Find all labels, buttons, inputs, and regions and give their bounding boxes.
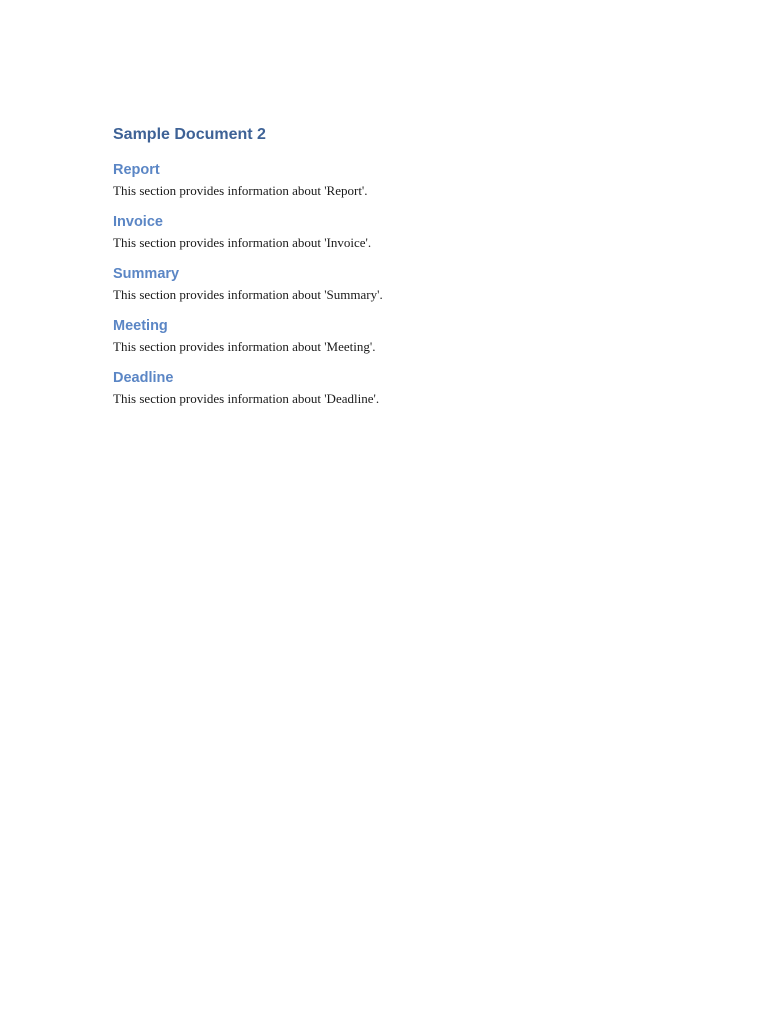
section-body: This section provides information about 'Report'. — [113, 183, 368, 198]
section-body: This section provides information about 'Meeting'. — [113, 339, 376, 354]
document-title: Sample Document 2 — [113, 126, 266, 143]
document-page — [113, 124, 673, 420]
section-heading: Report — [113, 162, 160, 178]
section-deadline — [113, 368, 673, 408]
section-heading: Invoice — [113, 214, 163, 230]
section-body: This section provides information about 'Deadline'. — [113, 391, 380, 406]
section-invoice — [113, 212, 673, 252]
section-summary — [113, 264, 673, 304]
section-report — [113, 160, 673, 200]
section-meeting — [113, 316, 673, 356]
section-body: This section provides information about 'Invoice'. — [113, 235, 372, 250]
section-body: This section provides information about 'Summary'. — [113, 287, 383, 302]
section-heading: Meeting — [113, 318, 168, 334]
section-heading: Deadline — [113, 370, 174, 386]
section-heading: Summary — [113, 266, 180, 282]
